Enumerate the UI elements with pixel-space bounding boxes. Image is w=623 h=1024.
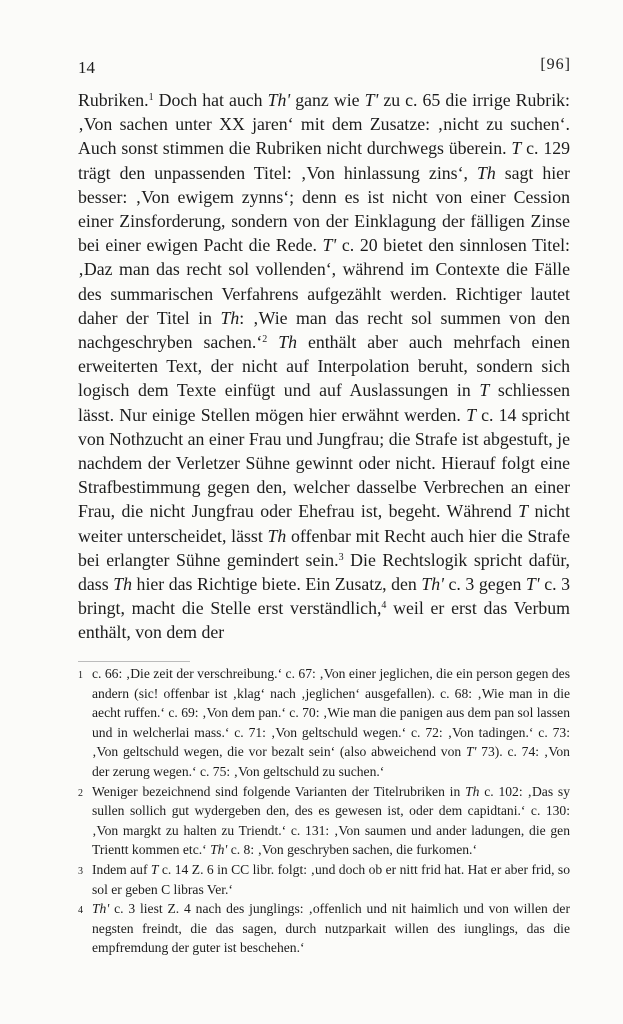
text-segment: c. 14 spricht von Nothzucht an einer Frau und Jungfrau; die Strafe ist abgestuft, je nachdem der Verletzer Sühne gewinnt oder nicht. Hierauf folgt eine Strafbestimmung gegen den, welcher dasselbe Verbrechen an einer Frau, die nicht Jungfrau oder Ehefrau ist, begeht. Während xyxy=(78,404,571,522)
footnote-mark: 2 xyxy=(78,787,83,799)
siglum: T xyxy=(150,861,159,877)
footnote-3 xyxy=(78,860,570,899)
footnote-mark: 4 xyxy=(78,905,83,917)
footnote-text xyxy=(92,664,570,782)
siglum: T xyxy=(511,138,522,159)
footnote-text xyxy=(92,899,570,958)
siglum: T' xyxy=(322,235,337,256)
siglum: Th' xyxy=(267,90,291,110)
siglum: T xyxy=(518,501,529,522)
text-segment: Die Rechtslogik spricht dafür, dass xyxy=(78,549,570,595)
siglum: Th' xyxy=(92,901,110,917)
text-segment: Indem auf xyxy=(92,861,151,877)
siglum: Th xyxy=(267,525,287,546)
footnote-mark: 3 xyxy=(78,865,83,877)
text-segment: enthält aber auch mehrfach einen erweiterten Text, der nicht auf Interpolation beruht, sondern sich logisch dem Texte einfügt und auf Auslassungen in xyxy=(78,332,570,401)
text-segment: c. 20 bietet den sinnlosen Titel: ‚Daz man das recht sol vollenden‘, während im Contexte die Fälle des summarischen Verfahrens aufgezählt werden. Richtiger lautet daher der Titel in xyxy=(78,235,570,328)
footnote-ref-4[interactable]: 4 xyxy=(381,600,387,612)
footnote-divider xyxy=(78,661,190,662)
siglum: Th xyxy=(220,307,240,328)
text-segment: c. 8: ‚Von geschryben sachen, die furkomen.‘ xyxy=(227,842,477,858)
footnote-1 xyxy=(78,664,570,782)
text-segment: Weniger bezeichnend sind folgende Varianten der Titelrubriken in xyxy=(92,783,466,799)
text-segment: c. 14 Z. 6 in CC libr. folgt: ‚und doch ob er nitt frid hat. Hat er aber frid, so sol er geben C libras Ver.‘ xyxy=(92,861,570,897)
text-segment: c. 102: ‚Das sy sullen sollich gut wydergeben den, des es gewesen ist, oder dem capidtani.‘ c. 130: ‚Von margkt zu halten zu Triendt.‘ c. 131: ‚Von saumen und ander ladungen, die gen Trientt kommen etc.‘ xyxy=(92,783,570,858)
text-segment: c. 129 trägt den unpassenden Titel: ‚Von hinlassung zins‘, xyxy=(78,138,570,183)
siglum: T' xyxy=(364,90,379,110)
page-number: 14 xyxy=(78,58,95,77)
siglum: Th xyxy=(113,574,132,595)
text-segment: sagt hier besser: ‚Von ewigem zynns‘; denn es ist nicht von einer Cession einer Zinsforderung, sondern von der Einklagung der fälligen Zinse bei einer ewigen Pacht die Rede. xyxy=(78,162,570,256)
text-segment: weil er erst das Verbum enthält, von dem der xyxy=(78,598,570,643)
footnote-2 xyxy=(78,782,570,860)
text-segment: c. 66: ‚Die zeit der verschreibung.‘ c. 67: ‚Von einer jeglichen, die ein person gegen des andern (sic! offenbar ist ‚klag‘ nach ‚jeglichen‘ ausgefallen). c. 68: ‚Wie man in die aecht ruffen.‘ c. 69: ‚Von dem pan.‘ c. 70: ‚Wie man die panigen aus dem pan sol lassen und in welcherlai mass.‘ c. 71: ‚Von geltschuld wegen.‘ c. 72: ‚Von tadingen.‘ c. 73: ‚Von geltschuld wegen, die vor bezalt sein‘ (also abweichend von xyxy=(92,666,570,760)
siglum: Th xyxy=(476,162,496,183)
text-segment: ganz wie xyxy=(290,90,365,110)
body-paragraph xyxy=(78,88,570,645)
text-segment: hier das Richtige biete. Ein Zusatz, den xyxy=(131,574,422,595)
siglum: Th xyxy=(465,783,480,799)
footnote-4 xyxy=(78,899,570,958)
text-segment: c. 3 liest Z. 4 nach des junglings: ‚offenlich und nit haimlich und von willen der negsten freindt, die das sagen, durch nutzparkait willen des iunglings, das die empfremdung der guter ist beschehen.‘ xyxy=(92,901,570,956)
text-segment: c. 3 gegen xyxy=(443,574,526,595)
footnote-text xyxy=(92,782,570,860)
original-page-number: [96] xyxy=(540,56,571,73)
siglum: T xyxy=(466,404,476,425)
text-segment: Doch hat auch xyxy=(153,90,268,110)
text-segment xyxy=(267,332,278,352)
siglum: T' xyxy=(465,744,477,760)
text-segment: offenbar mit Recht auch hier die Strafe bei erlangter Sühne gemindert sein. xyxy=(78,525,570,570)
footnote-mark: 1 xyxy=(78,670,83,681)
footnote-ref-3[interactable]: 3 xyxy=(338,551,344,563)
text-segment: zu c. 65 die irrige Rubrik: ‚Von sachen unter XX jaren‘ mit dem Zusatze: ‚nicht zu suchen‘. Auch sonst stimmen die Rubriken nicht durchwegs überein. xyxy=(78,90,571,159)
siglum: T xyxy=(479,380,490,401)
siglum: Th' xyxy=(210,842,228,858)
text-segment: c. 3 bringt, macht die Stelle erst verständlich, xyxy=(78,574,570,619)
body-text xyxy=(78,88,570,645)
siglum: Th' xyxy=(421,574,444,595)
siglum: Th xyxy=(278,332,297,353)
footnote-ref-1[interactable]: 1 xyxy=(148,92,154,103)
text-segment: Rubriken. xyxy=(78,90,149,110)
text-segment: nicht weiter unterscheidet, lässt xyxy=(78,501,570,546)
footnote-ref-2[interactable]: 2 xyxy=(262,334,268,346)
text-segment: : ‚Wie man das recht sol summen von den nachgeschryben sachen.‘ xyxy=(78,307,570,353)
footnotes xyxy=(78,664,570,958)
footnote-text xyxy=(92,860,570,899)
siglum: T' xyxy=(525,574,540,595)
text-segment: 73). c. 74: ‚Von der zerung wegen.‘ c. 75: ‚Von geltschuld zu suchen.‘ xyxy=(92,744,570,779)
text-segment: schliessen lässt. Nur einige Stellen mögen hier erwähnt werden. xyxy=(78,380,571,425)
